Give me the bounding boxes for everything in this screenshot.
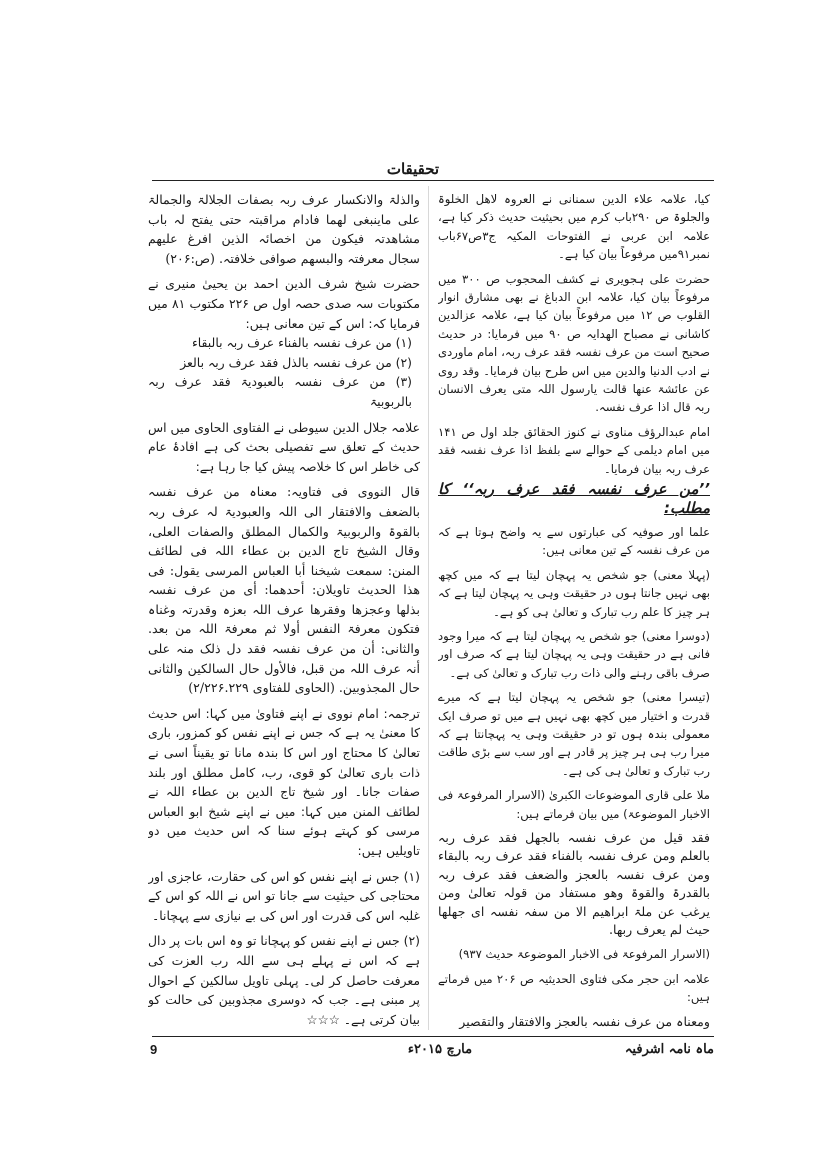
meaning-list-item: (۳) من عرف نفسہ بالعبودیۃ فقد عرف ربہ بالربوبیۃ [148,374,412,409]
body-paragraph: ترجمہ: امام نووی نے اپنے فتاویٰ میں کہا: اس حدیث کا معنیٰ یہ ہے کہ جس نے اپنے نفس کو کمزور، باری تعالیٰ کا محتاج اور اس کا بندہ مانا تو یقیناً اسی نے ذات باری تعالیٰ کو قوی، رب، کامل مطلق اور بلند صفات جانا۔ اور شیخ تاج الدین بن عطاء اللہ نے لطائف المنن میں کہا: میں نے اپنے شیخ ابو العباس مرسی کو کہتے ہوئے سنا کہ اس حدیث میں دو تاویلیں ہیں: [148,705,420,858]
arabic-quote-paragraph: والذلۃ والانکسار عرف ربہ بصفات الجلالۃ والجمالۃ علی ماینبغی لھما فادام مراقبتہ حتی یفتح لہ باب مشاھدتہ فیکون من اخصائہ الذین افرغ علیھم سجال معرفتہ والبسھم صوافی خلافتہ. (ص:۲۰۶) [148,192,420,266]
body-paragraph: حضرت شیخ شرف الدین احمد بن یحییٰ منیری نے مکتوبات سہ صدی حصہ اول ص ۲۲۶ مکتوب ۸۱ میں فرمایا کہ: اس کے تین معانی ہیں: [148,276,420,331]
meaning-list-item: (۲) من عرف نفسہ بالذل فقد عرف ربہ بالعز [180,354,412,370]
body-paragraph: کیا، علامہ علاء الدین سمنانی نے العروہ لاھل الخلوۃ والجلوۃ ص ۲۹۰باب کرم میں بحیثیت حدیث ذکر کیا ہے، علامہ ابن عربی نے الفتوحات المکیہ ج۳ص۶۷باب نمبر۹۱میں مرفوعاً بیان کیا ہے۔ [438,192,710,262]
footer-page-number: 9 [150,1042,158,1057]
body-paragraph: علما اور صوفیہ کی عبارتوں سے یہ واضح ہوتا ہے کہ من عرف نفسہ کے تین معانی ہیں: [438,524,710,558]
section-heading: ’’من عرف نفسہ فقد عرف ربہ‘‘ کا مطلب: [438,480,710,517]
column-divider [428,186,429,1030]
body-paragraph: علامہ ابن حجر مکی فتاوی الحدیثیہ ص ۲۰۶ میں فرماتے ہیں: [438,971,710,1005]
left-column [148,184,420,1032]
body-paragraph: (پہلا معنی) جو شخص یہ پہچان لیتا ہے کہ میں کچھ بھی نہیں جانتا ہوں در حقیقت وہی یہ پہچان لیتا ہے کہ ہر چیز کا علم رب تبارک و تعالیٰ ہی کو ہے۔ [438,567,710,619]
footer-rule [152,1036,714,1037]
header-rule [152,180,714,181]
body-paragraph: (۲) جس نے اپنے نفس کو پہچانا تو وہ اس بات پر دال ہے کہ اس نے پہلے ہی سے اللہ رب العزت کی معرفت حاصل کر لی۔ پہلی تاویل سالکین کے احوال پر مبنی ہے۔ جب کہ دوسری مجذوبین کی حالت کو بیان کرتی ہے۔ ☆☆☆ [148,933,420,1027]
right-column [438,184,710,1032]
body-paragraph: (۱) جس نے اپنے نفس کو اس کی حقارت، عاجزی اور محتاجی کی حیثیت سے جانا تو اس نے اللہ کو اس کے غلبہ اس کی قدرت اور اس کی بے نیازی سے پہچانا۔ [148,868,420,923]
meaning-list-item: (۱) من عرف نفسہ بالفناء عرف ربہ بالبقاء [191,335,412,351]
page-header-title: تحقیقات [386,160,440,178]
arabic-quote-paragraph: فقد قیل من عرف نفسہ بالجھل فقد عرف ربہ بالعلم ومن عرف نفسہ بالفناء فقد عرف ربہ بالبقاء ومن عرف نفسہ بالعجز والضعف فقد عرف ربہ بالقدرۃ والقوۃ وھو مستفاد من قولہ تعالیٰ ومن یرغب عن ملۃ ابراھیم الا من سفہ نفسہ ای جھلھا حیث لم یعرف ربھا. [438,830,710,938]
body-paragraph: علامہ جلال الدین سیوطی نے الفتاوی الحاوی میں اس حدیث کے تعلق سے تفصیلی بحث کی ہے افادۂ عام کی خاطر اس کا خلاصہ پیش کیا جا رہا ہے: [148,419,420,474]
body-paragraph: ملا علی قاری الموضوعات الکبریٰ (الاسرار المرفوعۃ فی الاخبار الموضوعۃ) میں بیان فرماتے ہیں: [438,788,710,821]
body-paragraph: امام عبدالرؤف مناوی نے کنوز الحقائق جلد اول ص ۱۴۱ میں امام دیلمی کے حوالے سے بلفظ اذا عرف نفسہ فقد عرف ربہ بیان فرمایا۔ [438,424,710,476]
arabic-quote-paragraph: ومعناہ من عرف نفسہ بالعجز والافتقار والتقصیر [459,1013,710,1029]
arabic-quote-paragraph: قال النووی فی فتاویہ: معناہ من عرف نفسہ بالضعف والافتقار الی اللہ والعبودیۃ لہ عرف ربہ بالقوۃ والربوبیۃ والکمال المطلق والصفات العلی، وقال الشیخ تاج الدین بن عطاء اللہ فی لطائف المنن: سمعت شیخنا أبا العباس المرسی یقول: فی ھذا الحدیث تاویلان: أحدھما: أی من عرف نفسہ بذلھا وعجزھا وفقرھا عرف اللہ بعزہ وقدرتہ وغناہ فتکون معرفۃ النفس أولا ثم معرفۃ اللہ من بعد. والثانی: أن من عرف نفسہ فقد دل ذلک منہ علی أنہ عرف اللہ من قبل، فالأول حال السالکین والثانی حال المجذوبین. (الحاوی للفتاوی ۲/۲۲۶.۲۲۹) [148,484,420,696]
footer-issue-date: مارچ ۲۰۱۵ء [407,1042,473,1057]
body-paragraph: (دوسرا معنی) جو شخص یہ پہچان لیتا ہے کہ میرا وجود فانی ہے در حقیقت وہی یہ پہچان لیتا ہے کہ صرف اور صرف باقی رہنے والی ذات رب تبارک و تعالیٰ کی ہے۔ [438,628,710,680]
body-paragraph: (تیسرا معنی) جو شخص یہ پہچان لیتا ہے کہ میرے قدرت و اختیار میں کچھ بھی نہیں ہے میں تو صرف ایک معمولی بندہ ہوں تو در حقیقت وہی یہ پہچانتا ہے کہ میرا رب ہی ہر چیز پر قادر ہے اور سب سے بڑی طاقت رب تبارک و تعالیٰ ہی کی ہے۔ [438,690,710,778]
footer-journal-name: ماہ نامہ اشرفیہ [624,1042,714,1057]
body-paragraph: حضرت علی ہجویری نے کشف المحجوب ص ۳۰۰ میں مرفوعاً بیان کیا، علامہ ابن الدباغ نے بھی مشارق انوار القلوب ص ۱۲ میں مرفوعاً بیان کیا ہے، علامہ عزالدین کاشانی نے مصباح الھدایہ ص ۹۰ میں فرمایا: در حدیث صحیح است من عرف نفسہ فقد عرف ربہ، امام ماوردی نے ادب الدنیا والدین میں اس طرح بیان فرمایا۔ وقد روی عن عائشۃ عنھا قالت یارسول اللہ متی یعرف الانسان ربہ قال اذا عرف نفسہ. [438,271,710,415]
body-paragraph: (الاسرار المرفوعۃ فی الاخبار الموضوعۃ حدیث ۹۳۷) [458,947,710,962]
